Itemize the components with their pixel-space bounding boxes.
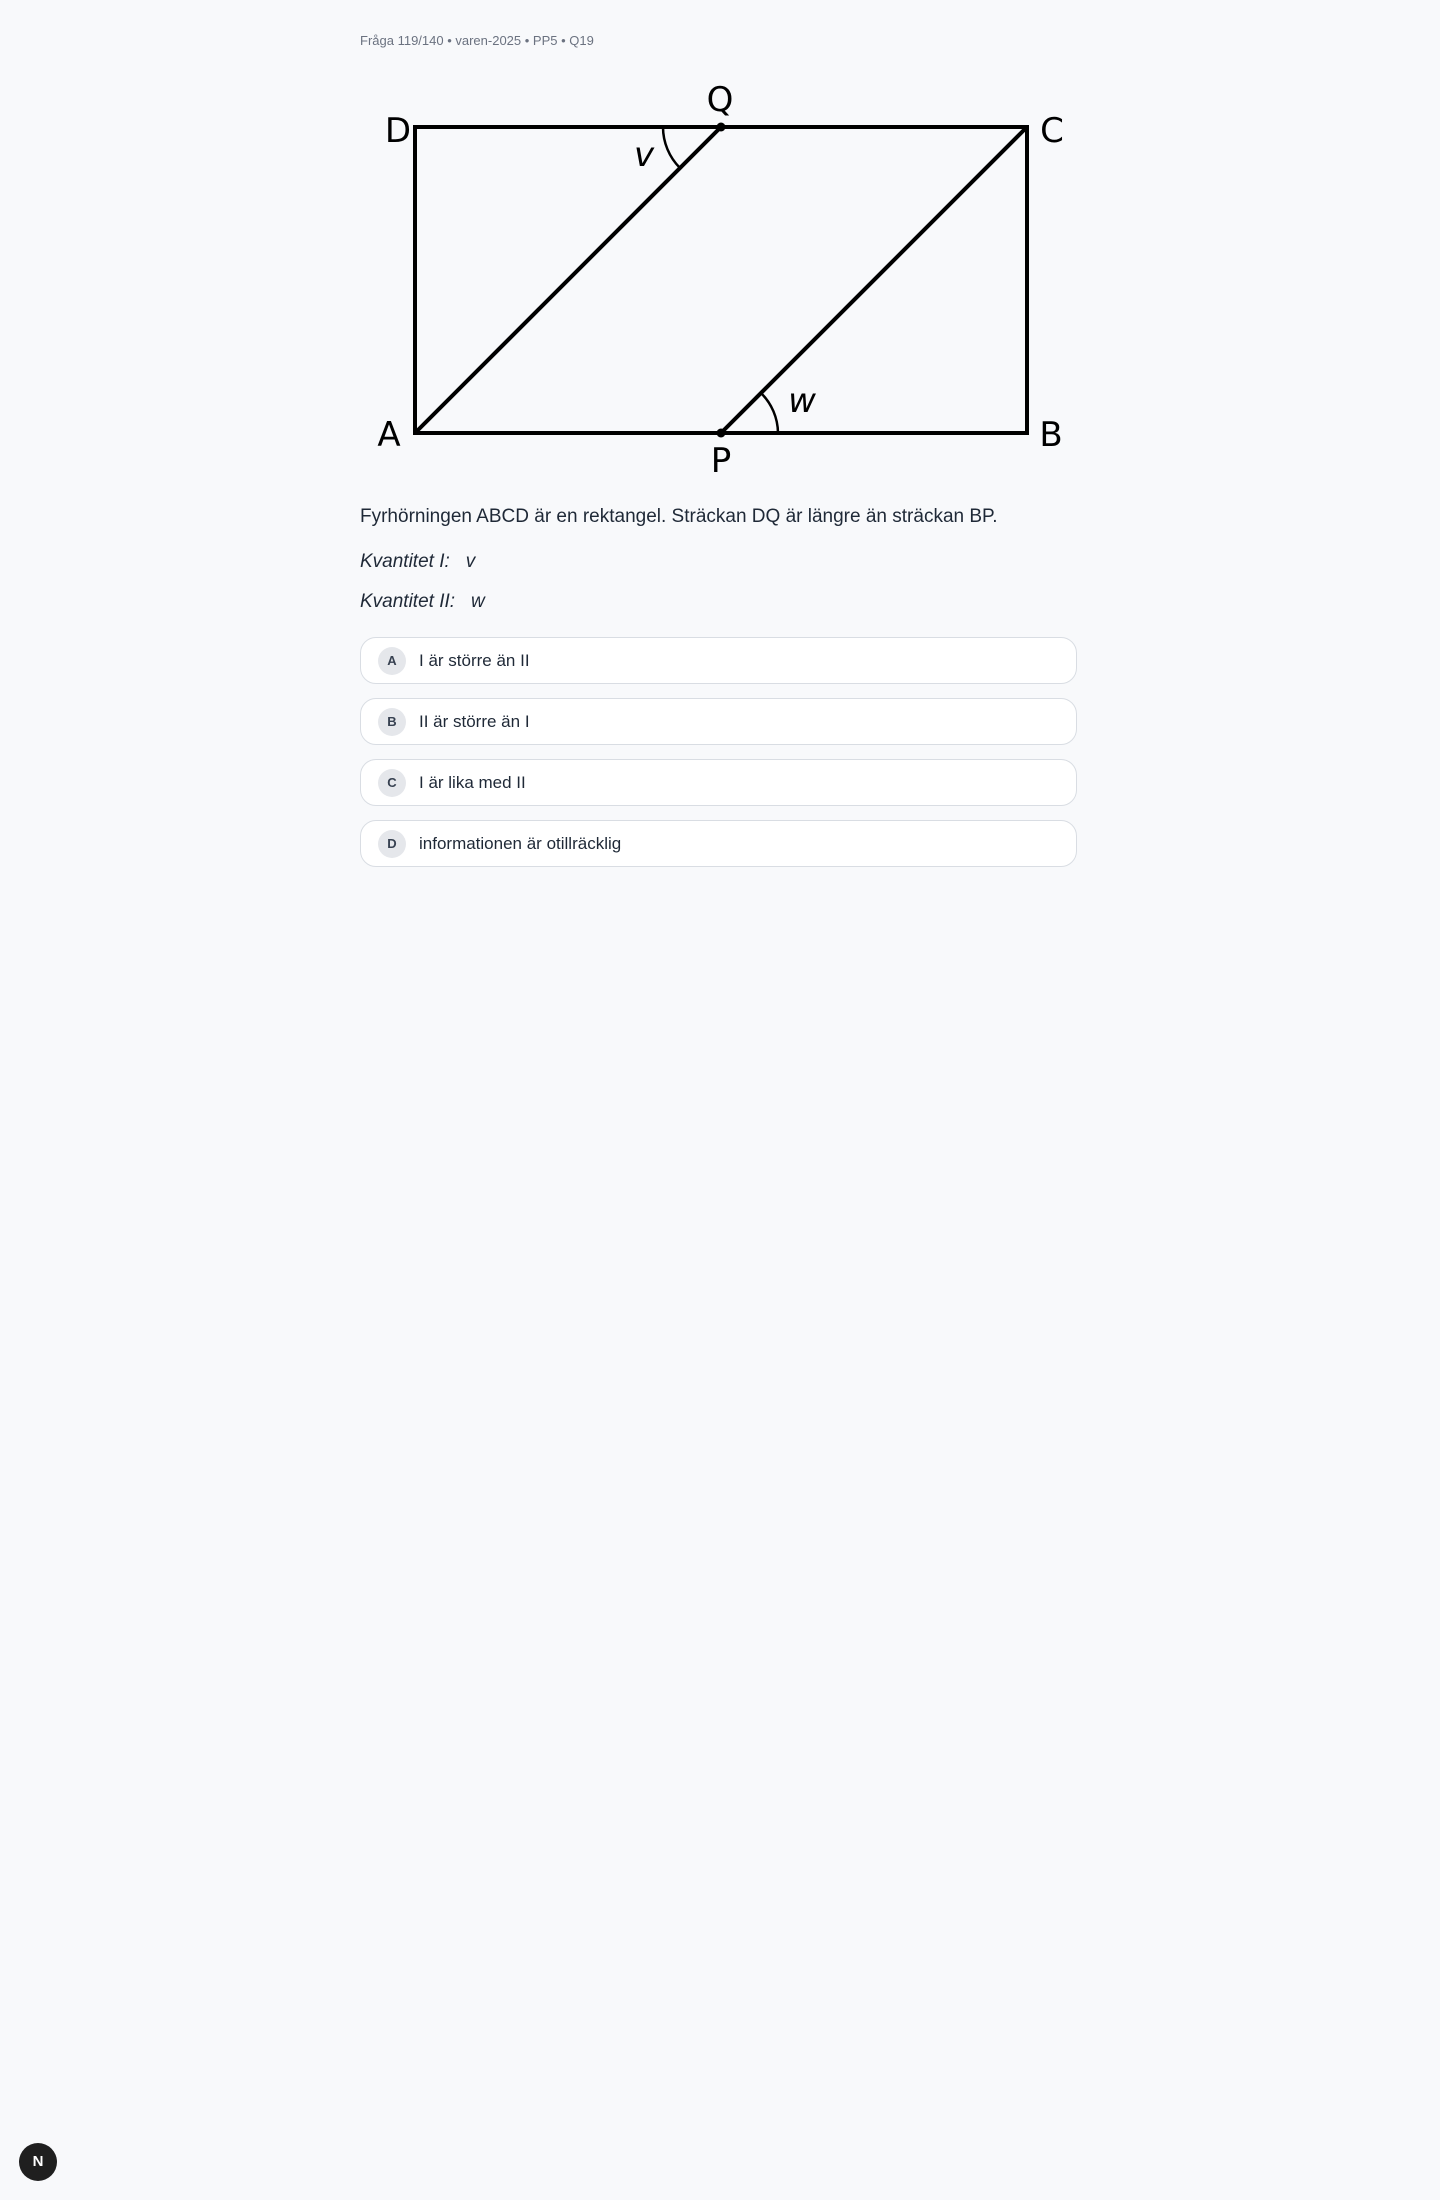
angle-arc-v [663, 127, 680, 168]
option-a-text: I är större än II [419, 651, 530, 670]
option-b-letter: B [378, 708, 406, 736]
segment-aq [415, 127, 721, 433]
angle-label-w: w [788, 381, 816, 421]
point-p [717, 429, 726, 438]
label-b: B [1039, 415, 1063, 455]
label-a: A [377, 415, 401, 455]
quantity-two-value: w [471, 591, 485, 612]
option-d-button[interactable] [360, 820, 1077, 867]
quantity-one [360, 551, 475, 573]
label-q: Q [706, 80, 734, 120]
angle-label-v: v [633, 135, 655, 175]
option-a-letter: A [378, 647, 406, 675]
quantity-one-value: v [465, 551, 476, 572]
segment-pc [721, 127, 1027, 433]
option-b-text: II är större än I [419, 712, 530, 731]
option-c-text: I är lika med II [419, 773, 526, 792]
point-q [717, 123, 726, 132]
option-d-text: informationen är otillräcklig [419, 834, 622, 853]
quantity-two-label: Kvantitet II: [360, 591, 456, 612]
devtools-indicator-button[interactable]: N [19, 2143, 57, 2181]
rectangle-diagram [360, 76, 1079, 486]
option-a-button[interactable] [360, 637, 1077, 684]
geometry-figure [360, 76, 1079, 486]
rectangle-abcd [415, 127, 1027, 433]
label-d: D [384, 111, 412, 151]
question-meta: Fråga 119/140 • varen-2025 • PP5 • Q19 [360, 33, 594, 48]
option-d-letter: D [378, 830, 406, 858]
angle-arc-w [761, 393, 778, 433]
quantity-one-label: Kvantitet I: [360, 551, 450, 572]
quantity-two [360, 591, 485, 613]
label-p: P [710, 441, 732, 481]
label-c: C [1040, 111, 1064, 151]
option-c-button[interactable] [360, 759, 1077, 806]
option-b-button[interactable] [360, 698, 1077, 745]
option-c-letter: C [378, 769, 406, 797]
question-statement: Fyrhörningen ABCD är en rektangel. Sträckan DQ är längre än sträckan BP. [360, 506, 998, 527]
